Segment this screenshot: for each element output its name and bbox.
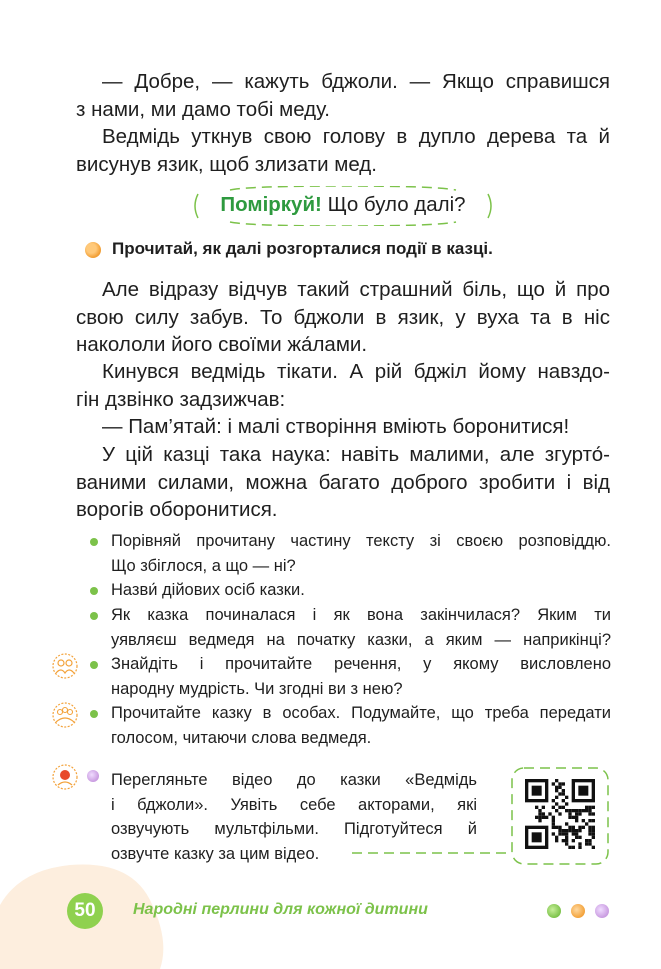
qr-module xyxy=(538,812,541,815)
qr-module xyxy=(552,806,555,809)
qr-module xyxy=(568,846,571,849)
qr-module xyxy=(562,792,565,795)
text-line: озвучують мультфільми. Підготуйтеся й xyxy=(111,820,477,838)
qr-module xyxy=(575,809,578,812)
qr-module xyxy=(562,806,565,809)
qr-module xyxy=(592,846,595,849)
qr-module xyxy=(558,792,561,795)
paragraph-remember xyxy=(102,413,610,441)
qr-module xyxy=(568,816,571,819)
qr-module xyxy=(538,809,541,812)
text-line: — Пам’ятай: і малі створіння вміють боронитися! xyxy=(102,415,570,438)
qr-module xyxy=(578,829,581,832)
qr-module xyxy=(588,806,591,809)
qr-module xyxy=(552,799,555,802)
qr-module xyxy=(578,809,581,812)
qr-module xyxy=(572,826,575,829)
qr-module xyxy=(542,806,545,809)
qr-module xyxy=(592,836,595,839)
qr-module xyxy=(558,826,561,829)
question-compare xyxy=(111,529,611,578)
qr-module xyxy=(558,806,561,809)
text-line: У цій казці така наука: навіть малими, але згурто́- xyxy=(102,443,610,466)
qr-module xyxy=(558,812,561,815)
footer-purple-dot-icon xyxy=(595,904,609,918)
qr-module xyxy=(572,809,575,812)
page-number: 50 xyxy=(67,893,103,929)
question-beginning-end xyxy=(111,603,611,652)
text-line: уявляєш ведмедя на початку казки, а яким — наприкінці? xyxy=(111,630,611,649)
qr-module xyxy=(552,822,555,825)
text-line: Що збіглося, а що — ні? xyxy=(111,556,296,575)
qr-module xyxy=(565,809,568,812)
qr-module xyxy=(565,802,568,805)
qr-module xyxy=(582,819,585,822)
qr-module xyxy=(558,829,561,832)
qr-module xyxy=(575,829,578,832)
paragraph-bear-runs xyxy=(76,358,610,413)
text-line: озвучте казку за цим відео. xyxy=(111,844,320,863)
qr-module xyxy=(552,832,555,835)
qr-module xyxy=(578,826,581,829)
qr-module xyxy=(552,819,555,822)
qr-module xyxy=(562,782,565,785)
qr-module xyxy=(558,782,561,785)
qr-module xyxy=(572,816,575,819)
qr-module xyxy=(575,832,578,835)
qr-module xyxy=(538,819,541,822)
qr-module xyxy=(542,812,545,815)
qr-module xyxy=(592,812,595,815)
bullet-green-icon xyxy=(90,661,98,669)
text-line: з нами, ми дамо тобі меду. xyxy=(76,97,330,121)
qr-module xyxy=(585,839,588,842)
text-line: Як казка починалася і як вона закінчилася? Яким ти xyxy=(111,606,611,624)
qr-module xyxy=(545,816,548,819)
text-line: Кинувся ведмідь тікати. А рій бджіл йому навздо- xyxy=(102,360,610,383)
qr-code-icon[interactable] xyxy=(525,779,595,849)
group-work-icon xyxy=(52,702,78,728)
qr-module xyxy=(542,816,545,819)
paragraph-pain xyxy=(76,276,610,359)
qr-module xyxy=(588,839,591,842)
paragraph-bear-tongue xyxy=(76,123,610,178)
qr-module xyxy=(568,809,571,812)
qr-module xyxy=(575,836,578,839)
qr-module xyxy=(582,809,585,812)
qr-connector-line xyxy=(352,850,512,856)
qr-module xyxy=(588,809,591,812)
qr-module xyxy=(588,819,591,822)
qr-module xyxy=(565,796,568,799)
bullet-green-icon xyxy=(90,538,98,546)
qr-module xyxy=(578,846,581,849)
bullet-green-icon xyxy=(90,710,98,718)
qr-module xyxy=(555,836,558,839)
footer-orange-dot-icon xyxy=(571,904,585,918)
paragraph-bees-offer xyxy=(76,68,610,123)
qr-module xyxy=(555,802,558,805)
qr-module xyxy=(562,829,565,832)
qr-module xyxy=(565,842,568,845)
bullet-green-icon xyxy=(90,587,98,595)
qr-module xyxy=(582,826,585,829)
qr-module xyxy=(578,836,581,839)
qr-module xyxy=(555,809,558,812)
text-line: Перегляньте відео до казки «Ведмідь xyxy=(111,771,477,789)
qr-module xyxy=(588,812,591,815)
think-box xyxy=(190,186,496,226)
text-line: народну мудрість. Чи згодні ви з нею? xyxy=(111,679,403,698)
qr-module xyxy=(535,816,538,819)
text-line: і бджоли». Уявіть себе акторами, які xyxy=(111,795,477,814)
qr-module xyxy=(588,826,591,829)
text-line: гін дзвінко задзижчав: xyxy=(76,387,286,411)
qr-module xyxy=(562,839,565,842)
text-line: Знайдіть і прочитайте речення, у якому висловлено xyxy=(111,655,611,673)
qr-module xyxy=(575,819,578,822)
qr-module xyxy=(572,846,575,849)
think-keyword: Поміркуй! xyxy=(220,193,322,216)
qr-module xyxy=(592,832,595,835)
qr-module xyxy=(592,829,595,832)
text-line: свою силу забув. То бджоли в язик, у вуха та в ніс xyxy=(76,305,610,329)
qr-module xyxy=(578,842,581,845)
qr-module xyxy=(565,839,568,842)
qr-module xyxy=(572,839,575,842)
qr-module xyxy=(555,826,558,829)
qr-module xyxy=(575,816,578,819)
qr-module xyxy=(578,786,588,796)
text-line: Назви́ дійових осіб казки. xyxy=(111,581,305,599)
pair-work-icon xyxy=(52,653,78,679)
question-roles xyxy=(111,701,611,750)
qr-module xyxy=(562,832,565,835)
text-line: Порівняй прочитану частину тексту зі своєю розповіддю. xyxy=(111,532,611,550)
text-line: — Добре, — кажуть бджоли. — Якщо справишся xyxy=(102,70,610,93)
qr-module xyxy=(585,822,588,825)
paragraph-moral xyxy=(76,441,610,524)
qr-module xyxy=(555,796,558,799)
qr-module xyxy=(578,812,581,815)
qr-module xyxy=(585,806,588,809)
qr-module xyxy=(592,806,595,809)
qr-module xyxy=(548,812,551,815)
question-wisdom xyxy=(111,652,611,701)
question-characters xyxy=(111,578,611,603)
qr-module xyxy=(568,826,571,829)
qr-module xyxy=(572,832,575,835)
qr-module xyxy=(572,829,575,832)
video-icon xyxy=(52,764,78,790)
qr-module xyxy=(592,819,595,822)
qr-module xyxy=(588,842,591,845)
task-orange-dot-icon xyxy=(85,242,101,258)
qr-module xyxy=(555,839,558,842)
qr-module xyxy=(562,789,565,792)
qr-module xyxy=(558,832,561,835)
qr-module xyxy=(562,799,565,802)
qr-module xyxy=(552,816,555,819)
qr-module xyxy=(552,782,555,785)
qr-module xyxy=(555,789,558,792)
qr-module xyxy=(532,832,542,842)
qr-module xyxy=(535,806,538,809)
footer-title: Народні перлини для кожної дитини xyxy=(133,901,428,918)
bullet-green-icon xyxy=(90,612,98,620)
think-question: Що було далі? xyxy=(327,193,466,216)
qr-module xyxy=(555,786,558,789)
qr-module xyxy=(592,826,595,829)
qr-code-frame[interactable] xyxy=(511,767,609,865)
text-line: Ведмідь уткнув свою голову в дупло дерева та й xyxy=(102,125,610,148)
qr-module xyxy=(565,836,568,839)
qr-module xyxy=(558,786,561,789)
text-line: накололи його своїми жа́лами. xyxy=(76,333,368,356)
qr-module xyxy=(532,786,542,796)
task-instruction: Прочитай, як далі розгорталися події в казці. xyxy=(112,239,493,258)
qr-module xyxy=(555,779,558,782)
qr-module xyxy=(585,842,588,845)
text-line: ворогів оборонитися. xyxy=(76,498,278,521)
text-line: висунув язик, щоб злизати мед. xyxy=(76,152,377,176)
qr-module xyxy=(588,832,591,835)
qr-module xyxy=(565,832,568,835)
qr-module xyxy=(538,816,541,819)
footer-green-dot-icon xyxy=(547,904,561,918)
qr-module xyxy=(588,829,591,832)
text-line: Але відразу відчув такий страшний біль, що й про xyxy=(102,278,610,301)
text-line: ваними силами, можна багато доброго зробити і від xyxy=(76,470,610,494)
text-line: голосом, читаючи слова ведмедя. xyxy=(111,728,372,747)
qr-module xyxy=(565,829,568,832)
qr-module xyxy=(568,829,571,832)
qr-module xyxy=(565,822,568,825)
qr-module xyxy=(552,826,555,829)
text-line: Прочитайте казку в особах. Подумайте, що треба передати xyxy=(111,704,611,722)
qr-module xyxy=(585,809,588,812)
qr-module xyxy=(568,812,571,815)
qr-module xyxy=(575,812,578,815)
video-purple-dot-icon xyxy=(87,770,99,782)
